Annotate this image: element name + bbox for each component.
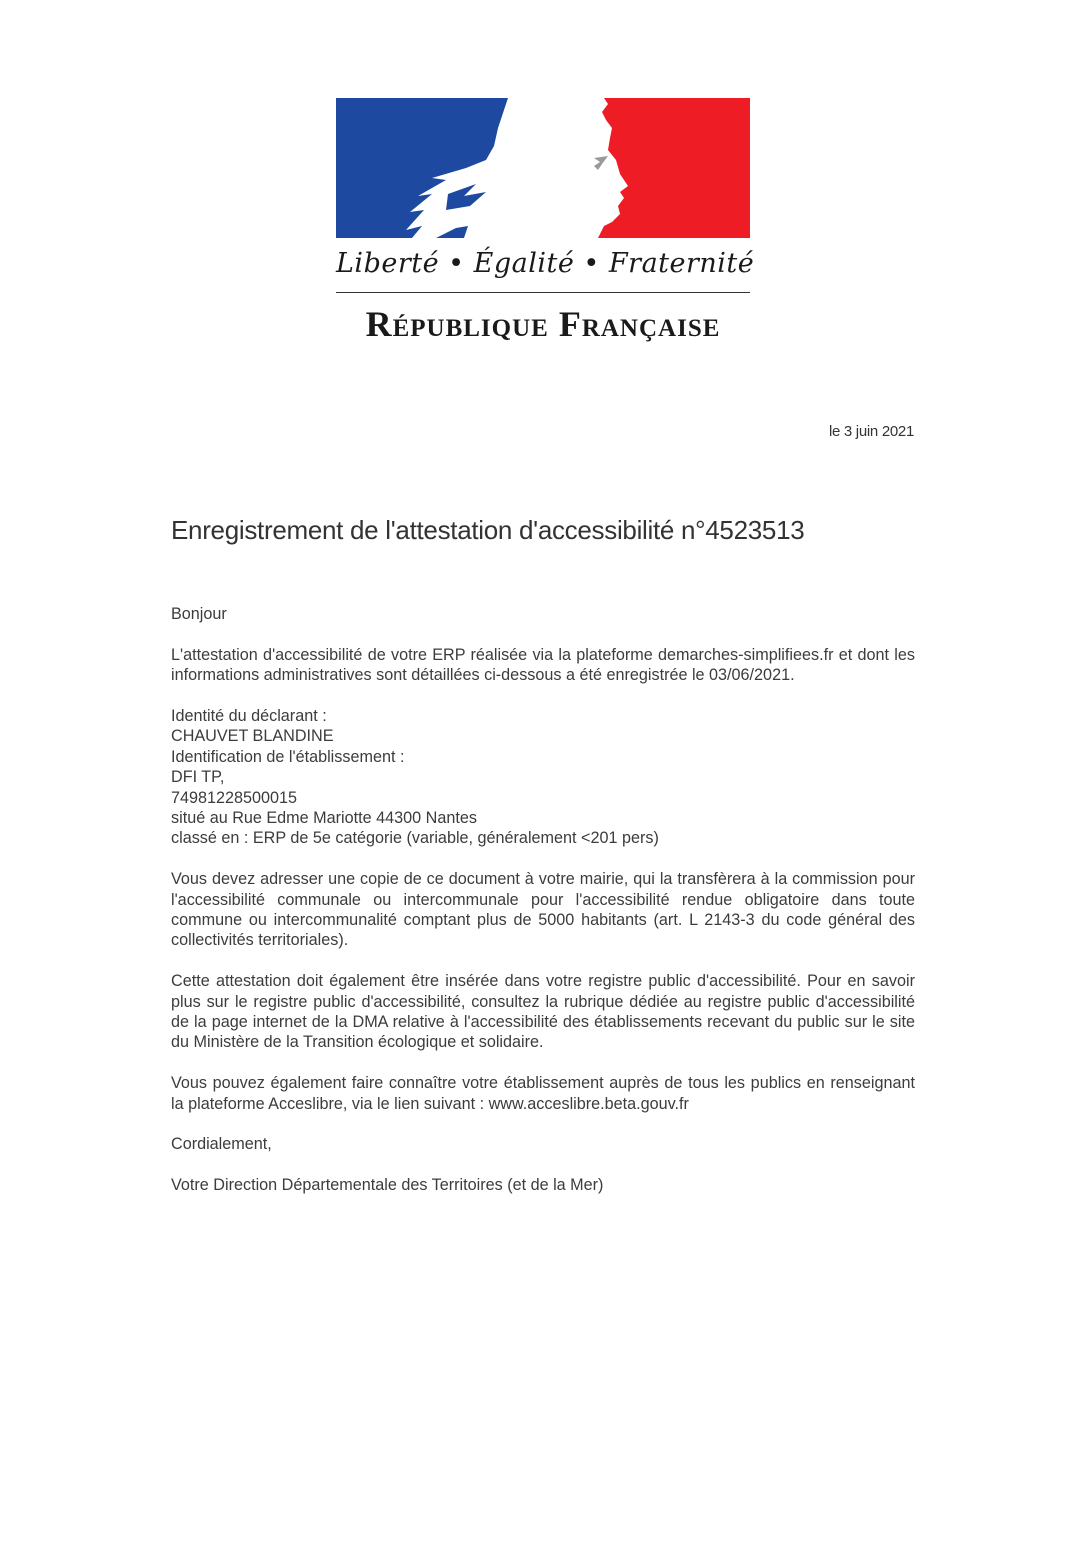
motto: Liberté • Égalité • Fraternité <box>336 248 755 279</box>
declarant-name: CHAUVET BLANDINE <box>171 727 334 746</box>
establishment-name: DFI TP, <box>171 768 225 787</box>
establishment-address: situé au Rue Edme Mariotte 44300 Nantes <box>171 809 477 828</box>
erp-classification: classé en : ERP de 5e catégorie (variable, généralement <201 pers) <box>171 829 659 848</box>
registre-paragraph: Cette attestation doit également être insérée dans votre registre public d'accessibilité. Pour en savoir plus sur le registre public d'accessibilité, consultez la rubrique dédiée au registre public d'accessibilité de la page internet de la DMA relative à l'accessibilité des établissements recevant du public sur le site du Ministère de la Transition écologique et solidaire. <box>171 972 915 1052</box>
establishment-label: Identification de l'établissement : <box>171 747 405 766</box>
siret-number: 74981228500015 <box>171 788 298 807</box>
republique-francaise-wordmark: République Française <box>365 304 721 344</box>
mairie-paragraph: Vous devez adresser une copie de ce document à votre mairie, qui la transfèrera à la commission pour l'accessibilité communale ou intercommunale pour l'accessibilité rendue obligatoire dans toute commune ou intercommunalité comptant plus de 5000 habitants (art. L 2143-3 du code général des collectivités territoriales). <box>171 870 915 950</box>
closing: Cordialement, <box>171 1135 272 1154</box>
signature: Votre Direction Départementale des Territoires (et de la Mer) <box>171 1176 604 1195</box>
republique-francaise-logo <box>336 98 755 348</box>
acceslibre-paragraph: Vous pouvez également faire connaître votre établissement auprès de tous les publics en renseignant la plateforme Acceslibre, via le lien suivant : www.acceslibre.beta.gouv.fr <box>171 1074 915 1113</box>
greeting: Bonjour <box>171 605 227 623</box>
intro-paragraph: L'attestation d'accessibilité de votre ERP réalisée via la plateforme demarches-simplifiees.fr et dont les informations administratives sont détaillées ci-dessous a été enregistrée le 03/06/2021. <box>171 645 915 685</box>
marianne-flag-emblem <box>336 98 750 238</box>
declarant-label: Identité du déclarant : <box>171 707 327 725</box>
letter-date: le 3 juin 2021 <box>828 423 914 440</box>
details-block <box>171 706 915 849</box>
document-title: Enregistrement de l'attestation d'accessibilité n°4523513 <box>171 515 805 545</box>
letter-body <box>171 604 915 1216</box>
logo-divider <box>336 292 750 293</box>
